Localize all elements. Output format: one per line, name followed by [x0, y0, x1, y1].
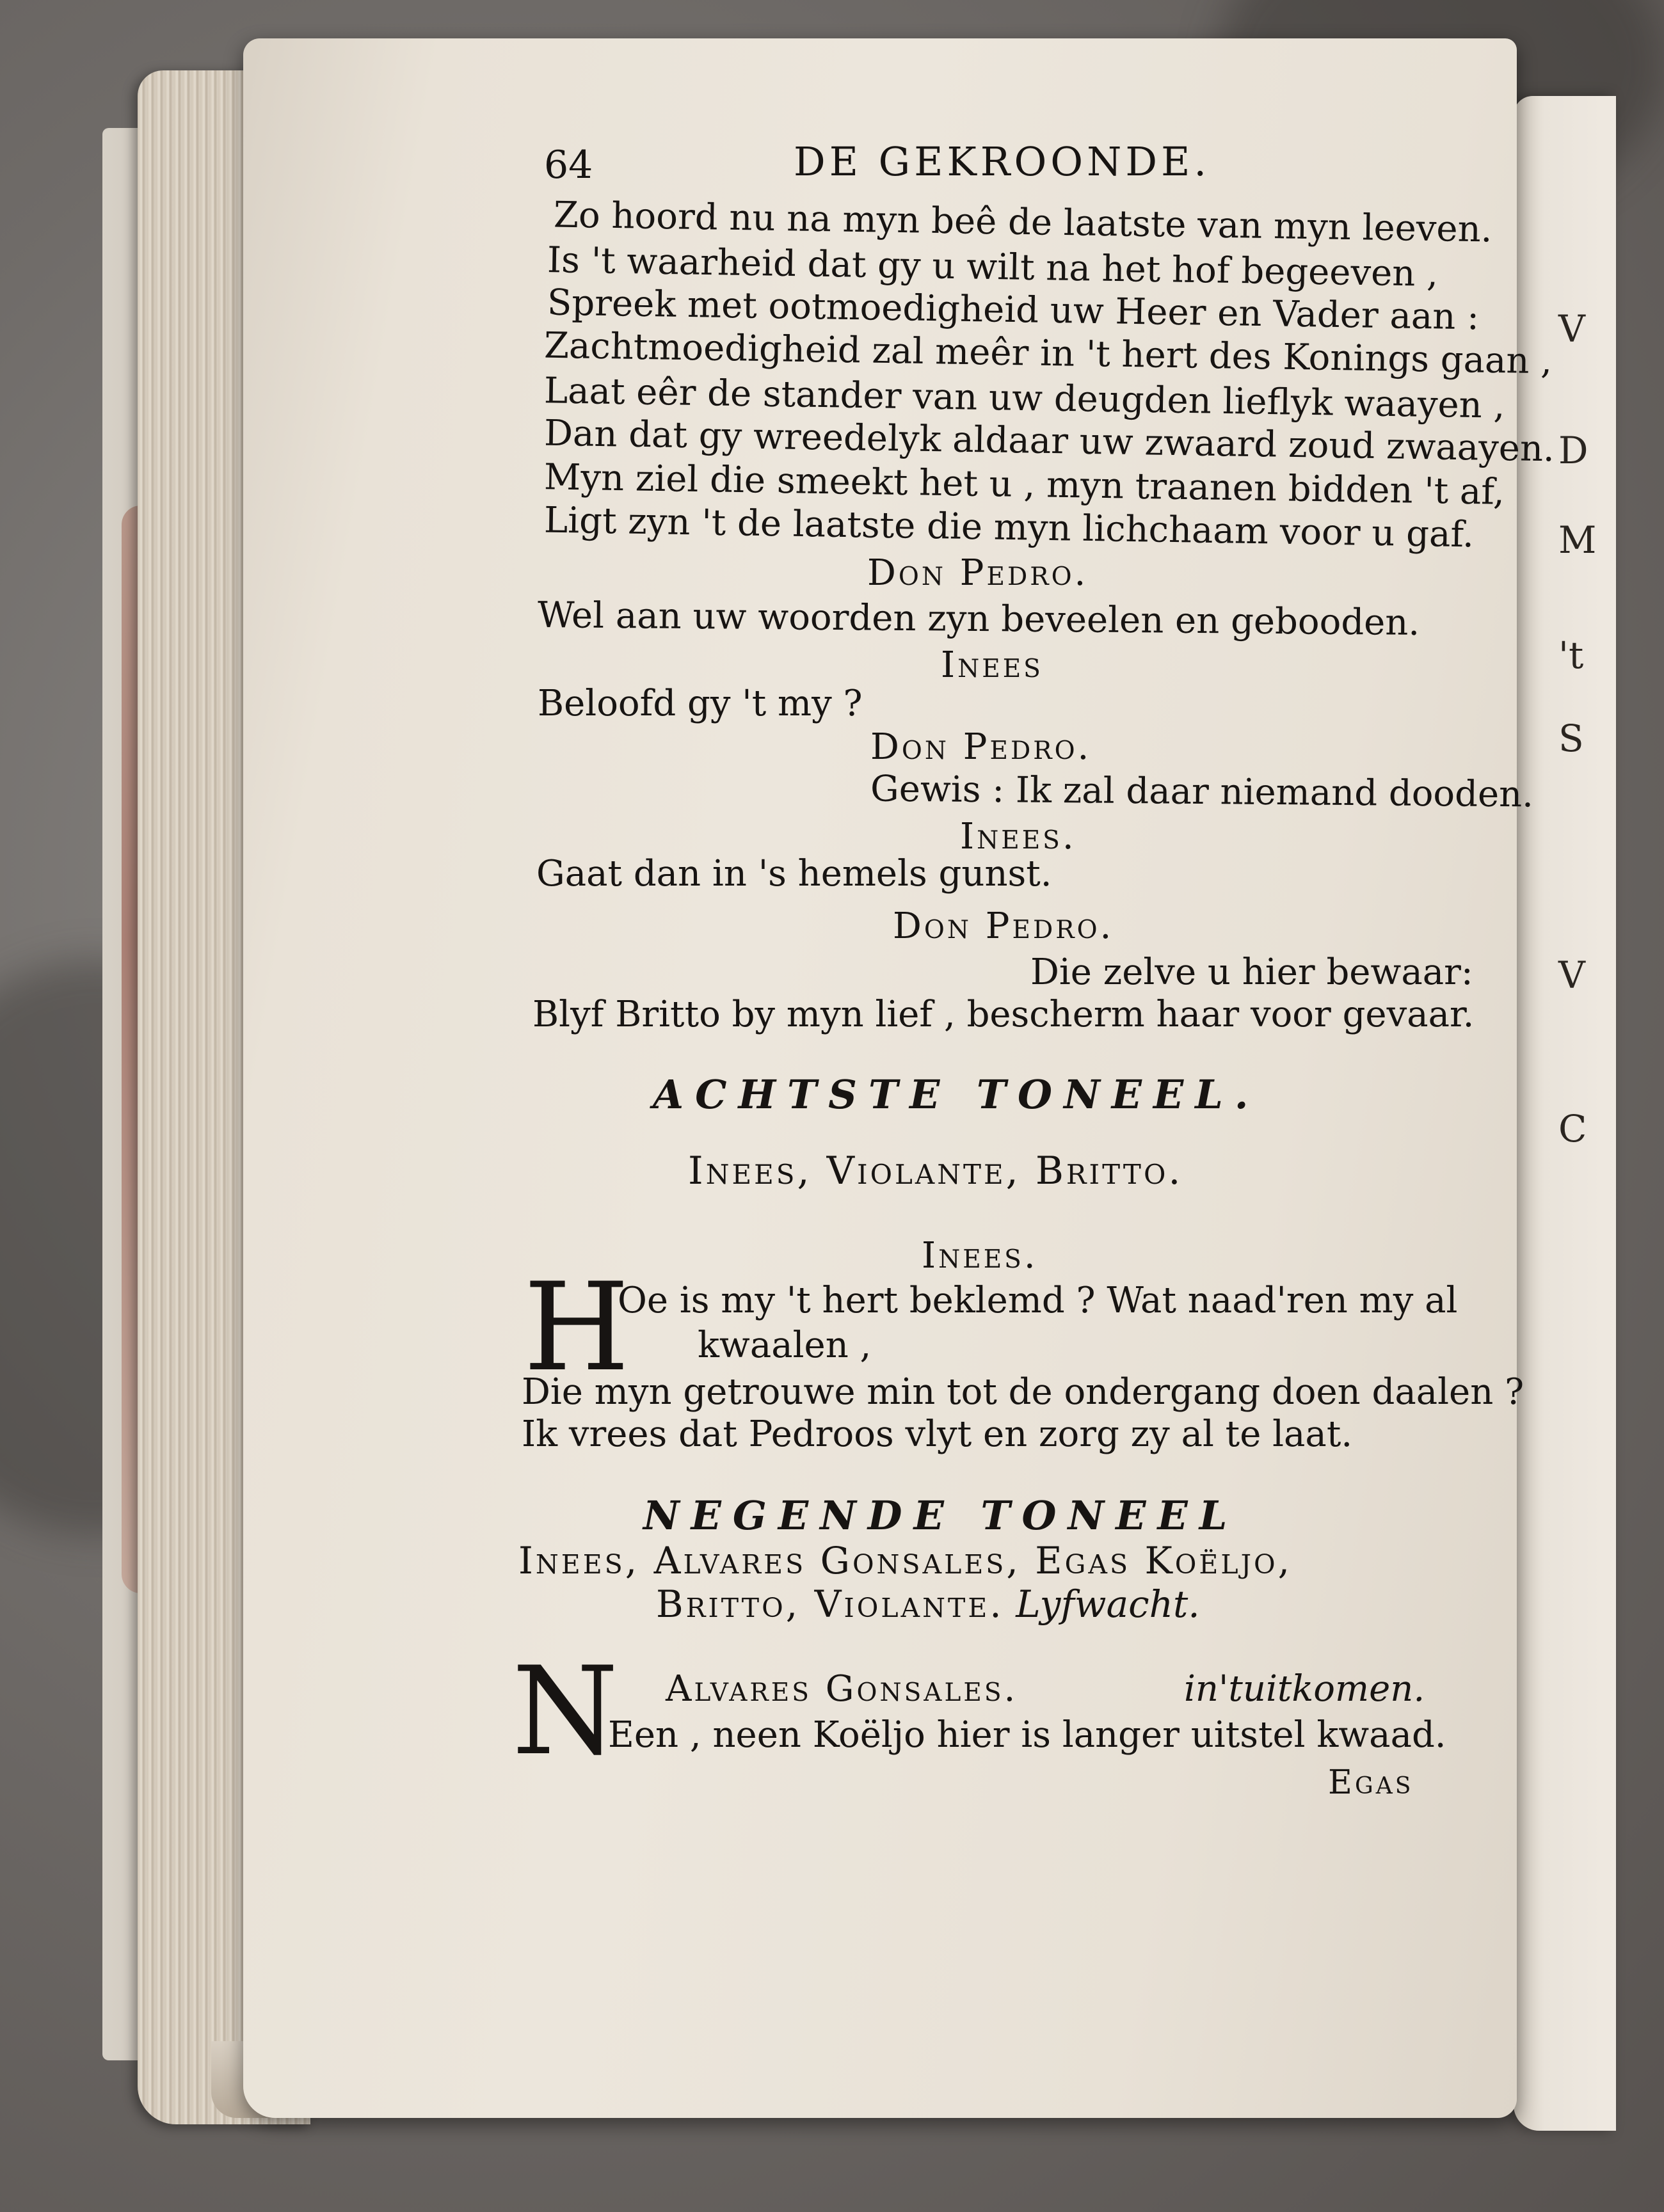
verse-line: Ik vrees dat Pedroos vlyt en zorg zy al te laat.: [522, 1413, 1353, 1455]
facing-page-fragment: V: [1558, 953, 1585, 997]
verse-line: Zo hoord nu na myn beê de laatste van myn leeven.: [553, 194, 1492, 251]
dialogue-line: Blyf Britto by myn lief , bescherm haar voor gevaar.: [532, 994, 1475, 1035]
verse-line: Die myn getrouwe min tot de ondergang doen daalen ?: [522, 1371, 1524, 1413]
drop-cap: N: [512, 1641, 619, 1782]
verse-line: Een , neen Koëljo hier is langer uitstel kwaad.: [608, 1714, 1446, 1756]
scene-heading: NEGENDE TONEEL: [643, 1492, 1239, 1539]
page-number: 64: [544, 143, 593, 187]
verse-line: Is 't waarheid dat gy u wilt na het hof begeeven ,: [547, 239, 1439, 295]
facing-page-fragment: C: [1558, 1107, 1587, 1150]
dialogue-line: Wel aan uw woorden zyn beveelen en gebooden.: [537, 594, 1420, 644]
scene-cast-line-2: [656, 1582, 1200, 1626]
speaker-name: Don Pedro.: [870, 726, 1092, 768]
speaker-name: Inees.: [922, 1235, 1038, 1277]
verse-line: kwaalen ,: [698, 1325, 872, 1366]
verse-line: Laat eêr de stander van uw deugden lieflyk waayen ,: [543, 370, 1505, 427]
scene-cast: Inees, Violante, Britto.: [688, 1149, 1183, 1193]
speaker-name: Inees: [941, 644, 1043, 686]
speaker-name: Alvares Gonsales.: [666, 1668, 1018, 1710]
facing-page-fragment: V: [1558, 307, 1585, 351]
scene-cast: Britto, Violante.: [656, 1582, 1004, 1626]
dialogue-line: Die zelve u hier bewaar:: [1030, 951, 1473, 993]
verse-line: Dan dat gy wreedelyk aldaar uw zwaard zoud zwaayen.: [543, 412, 1555, 470]
running-title: DE GEKROONDE.: [794, 138, 1211, 185]
verse-line: Ligt zyn 't de laatste die myn lichchaam voor u gaf.: [543, 499, 1475, 556]
catchword: Egas: [1328, 1763, 1414, 1802]
facing-page-fragment: M: [1558, 518, 1597, 562]
speaker-name: Don Pedro.: [867, 552, 1089, 594]
stage-direction: in'tuitkomen.: [1184, 1668, 1425, 1710]
facing-page-fragment: 't: [1558, 633, 1584, 677]
dialogue-line: Gewis : Ik zal daar niemand dooden.: [870, 768, 1534, 816]
dialogue-line: Gaat dan in 's hemels gunst.: [536, 853, 1052, 895]
verse-line: Zachtmoedigheid zal meêr in 't hert des Konings gaan ,: [543, 324, 1553, 383]
drop-cap: H: [524, 1257, 630, 1398]
scene-cast-italic: Lyfwacht.: [1016, 1582, 1200, 1626]
scene-cast: Inees, Alvares Gonsales, Egas Koëljo,: [518, 1539, 1293, 1582]
dialogue-line: Beloofd gy 't my ?: [538, 683, 863, 724]
facing-page-fragment: D: [1558, 429, 1588, 472]
verse-line: Oe is my 't hert beklemd ? Wat naad'ren my al: [618, 1280, 1458, 1321]
verse-line: Spreek met ootmoedigheid uw Heer en Vader aan :: [547, 282, 1480, 338]
facing-page-fragment: S: [1558, 717, 1584, 760]
verse-line: Myn ziel die smeekt het u , myn traanen bidden 't af,: [543, 456, 1505, 513]
speaker-name: Don Pedro.: [893, 905, 1114, 947]
scene-heading: ACHTSTE TONEEL.: [653, 1071, 1260, 1118]
speaker-name: Inees.: [960, 816, 1076, 857]
